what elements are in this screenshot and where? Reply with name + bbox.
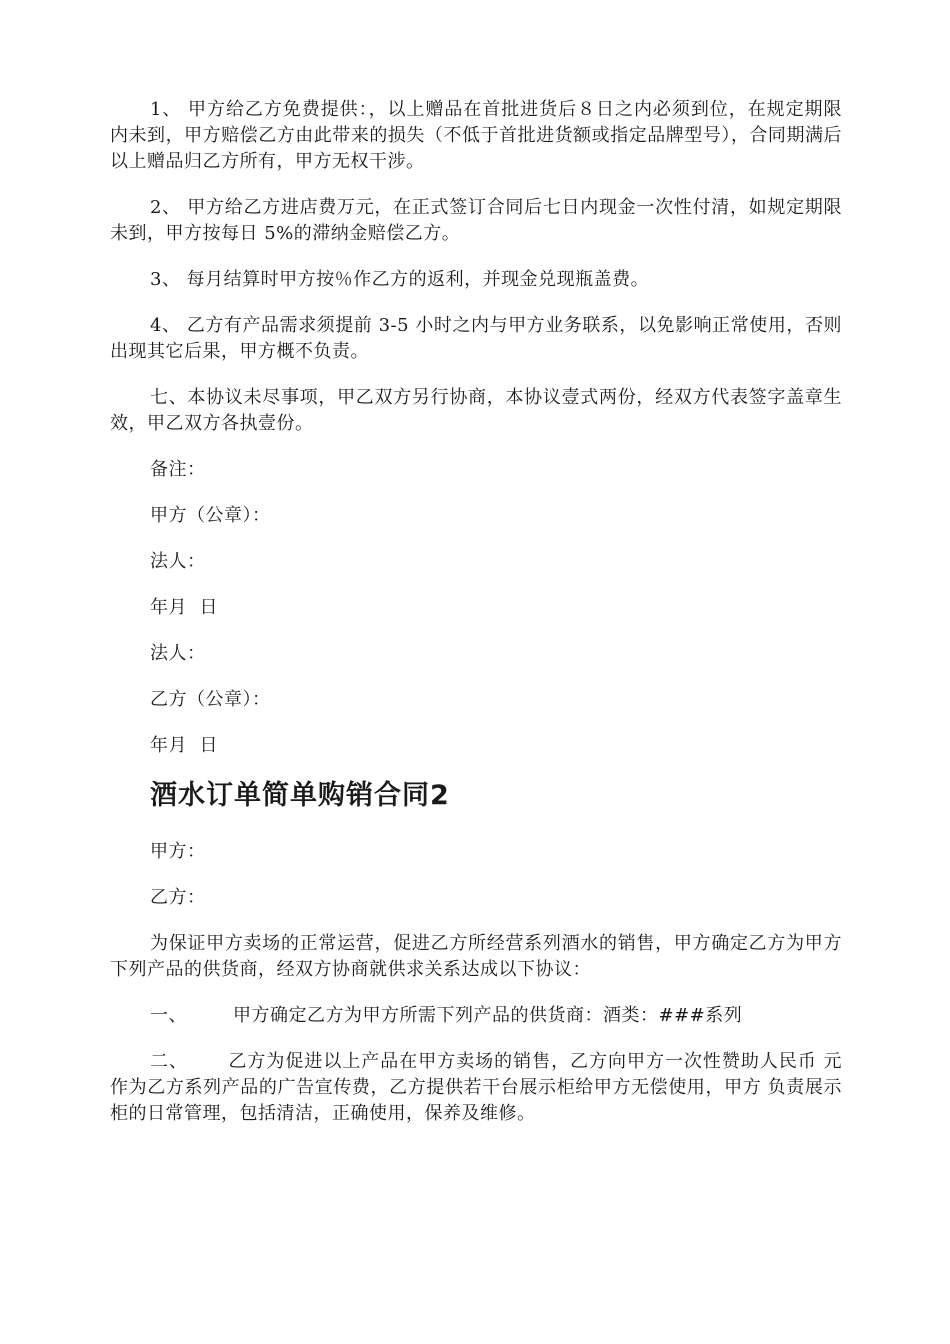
paragraph-item-7: 七、本协议未尽事项，甲乙双方另行协商，本协议壹式两份，经双方代表签字盖章生效，甲乙双方各执壹份。 — [110, 387, 842, 434]
date-label-b: 年月 日 — [150, 735, 218, 756]
paragraph-item-2: 2、 甲方给乙方进店费万元，在正式签订合同后七日内现金一次性付清，如规定期限未到，甲方按每日 5%的滞纳金赔偿乙方。 — [110, 197, 842, 244]
remarks-label: 备注： — [150, 459, 206, 480]
party-a-seal-label: 甲方（公章）： — [150, 505, 271, 526]
contract-title: 酒水订单简单购销合同2 — [150, 780, 450, 811]
clause-2 — [110, 1049, 842, 1127]
date-label-a: 年月 日 — [150, 597, 218, 618]
document-page — [110, 97, 842, 1147]
party-a-label: 甲方： — [150, 841, 206, 862]
clause-1-number: 一、 — [150, 1005, 187, 1026]
paragraph-item-4: 4、 乙方有产品需求须提前 3-5 小时之内与甲方业务联系，以免影响正常使用，否则出现其它后果，甲方概不负责。 — [110, 315, 842, 362]
contract-intro: 为保证甲方卖场的正常运营，促进乙方所经营系列酒水的销售，甲方确定乙方为甲方下列产品的供货商，经双方协商就供求关系达成以下协议： — [110, 933, 842, 980]
clause-2-number: 二、 — [150, 1051, 188, 1072]
clause-2-text: 乙方为促进以上产品在甲方卖场的销售，乙方向甲方一次性赞助人民币 元作为乙方系列产品的广告宣传费，乙方提供若干台展示柜给甲方无偿使用，甲方 负责展示柜的日常管理，包括清洁，正确使用，保养及维修。 — [110, 1051, 843, 1124]
clause-1 — [110, 1003, 842, 1029]
legal-rep-label-a: 法人： — [150, 551, 206, 572]
paragraph-item-1: 1、 甲方给乙方免费提供：，以上赠品在首批进货后８日之内必须到位，在规定期限内未到，甲方赔偿乙方由此带来的损失（不低于首批进货额或指定品牌型号），合同期满后以上赠品归乙方所有，甲方无权干涉。 — [110, 99, 842, 172]
legal-rep-label-b: 法人： — [150, 643, 206, 664]
clause-1-text: 甲方确定乙方为甲方所需下列产品的供货商：酒类：###系列 — [233, 1005, 743, 1026]
party-b-seal-label: 乙方（公章）： — [150, 689, 271, 710]
paragraph-item-3: 3、 每月结算时甲方按％作乙方的返利，并现金兑现瓶盖费。 — [150, 269, 650, 290]
party-b-label: 乙方： — [150, 887, 206, 908]
